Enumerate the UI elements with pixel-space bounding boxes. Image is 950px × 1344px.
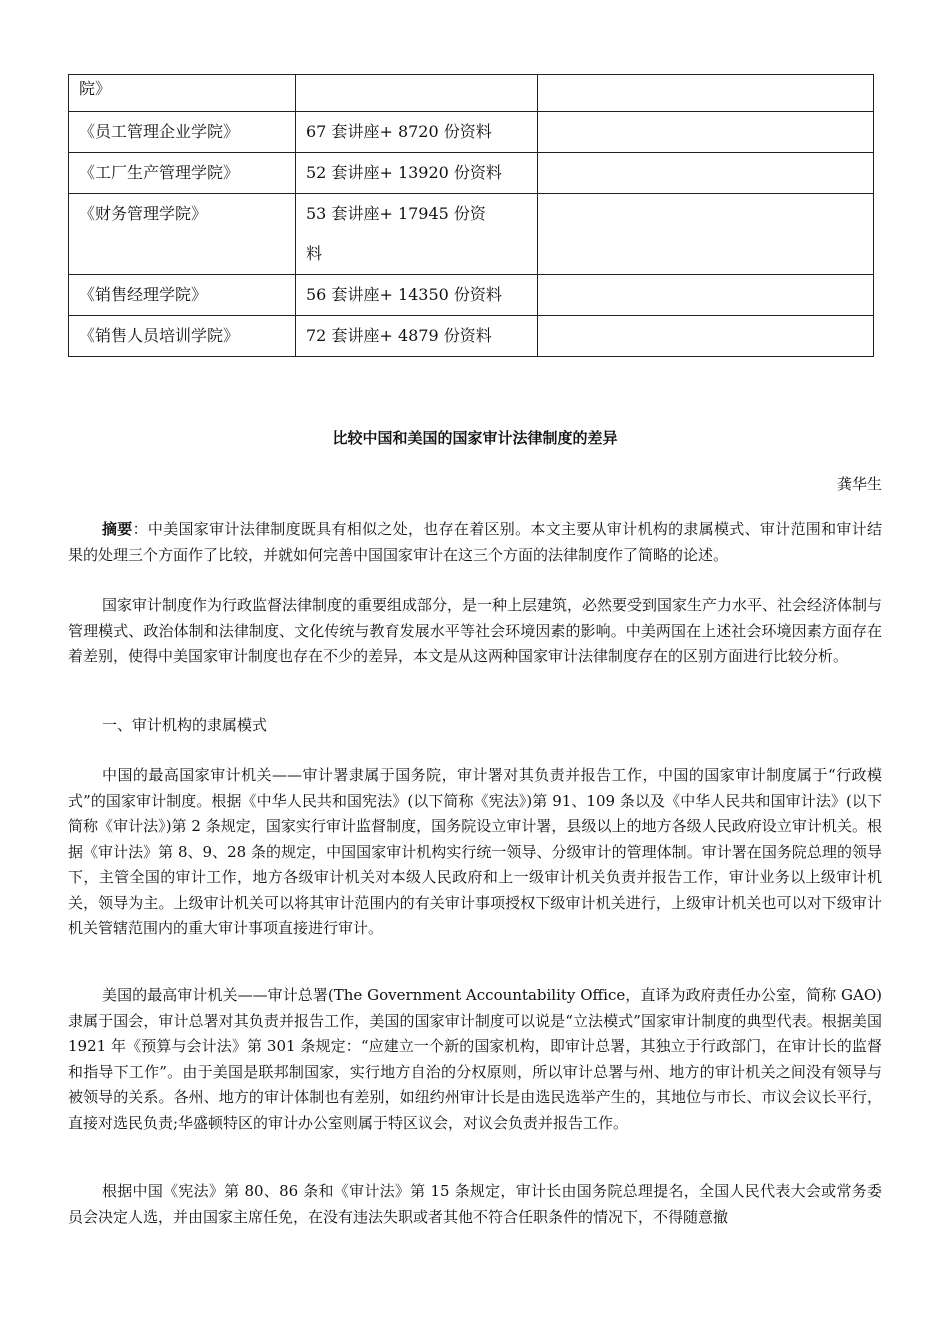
table-row (69, 194, 874, 275)
table-cell-name: 《工厂生产管理学院》 (69, 153, 296, 194)
table-cell-extra (538, 316, 874, 357)
table-cell-extra (538, 75, 874, 112)
article-title: 比较中国和美国的国家审计法律制度的差异 (332, 429, 618, 447)
table-cell-extra (538, 275, 874, 316)
table-cell-content: 56 套讲座+ 14350 份资料 (296, 275, 538, 316)
table-cell-content (296, 75, 538, 112)
paragraph-us-audit: 美国的最高审计机关——审计总署(The Government Accountability Office，直译为政府责任办公室，简称 GAO)隶属于国会，审计总署对其负责并报告工作，美国的国家审计制度可以说是“立法模式”国家审计制度的典型代表。根据美国 1921 年《预算与会计法》第 301 条规定：“应建立一个新的国家机构，即审计总署，其独立于行政部门，在审计长的监督和指导下工作”。由于美国是联邦制国家，实行地方自治的分权原则，所以审计总署与州、地方的审计机关之间没有领导与被领导的关系。各州、地方的审计体制也有差别，如纽约州审计长是由选民选举产生的，其地位与市长、市议会议长平行，直接对选民负责;华盛顿特区的审计办公室则属于特区议会，对议会负责并报告工作。 (68, 986, 882, 1132)
table-cell-name: 院》 (69, 75, 296, 112)
article-author: 龚华生 (836, 475, 882, 493)
table-cell-content-line2: 料 (306, 244, 323, 263)
table-cell-name: 《员工管理企业学院》 (69, 112, 296, 153)
paragraph-china-audit: 中国的最高国家审计机关——审计署隶属于国务院，审计署对其负责并报告工作，中国的国家审计制度属于“行政模式”的国家审计制度。根据《中华人民共和国宪法》(以下简称《宪法》)第 91、109 条以及《中华人民共和国审计法》(以下简称《审计法》)第 2 条规定，国家实行审计监督制度，国务院设立审计署，县级以上的地方各级人民政府设立审计机关。根据《审计法》第 8、9、28 条的规定，中国国家审计机构实行统一领导、分级审计的管理体制。审计署在国务院总理的领导下，主管全国的审计工作，地方各级审计机关对本级人民政府和上一级审计机关负责并报告工作，审计业务以上级审计机关，领导为主。上级审计机关可以将其审计范围内的有关审计事项授权下级审计机关进行，上级审计机关也可以对下级审计机关管辖范围内的重大审计事项直接进行审计。 (68, 766, 882, 937)
table-row (69, 75, 874, 112)
table-row (69, 316, 874, 357)
abstract-paragraph (68, 517, 882, 568)
paragraph-intro: 国家审计制度作为行政监督法律制度的重要组成部分，是一种上层建筑，必然要受到国家生产力水平、社会经济体制与管理模式、政治体制和法律制度、文化传统与教育发展水平等社会环境因素的影响。中美两国在上述社会环境因素方面存在着差别，使得中美国家审计制度也存在不少的差异，本文是从这两种国家审计法律制度存在的区别方面进行比较分析。 (68, 596, 883, 665)
table-cell-extra (538, 112, 874, 153)
section-heading: 一、审计机构的隶属模式 (102, 716, 268, 734)
table-cell-extra (538, 194, 874, 275)
table-cell-name: 《销售经理学院》 (69, 275, 296, 316)
table-cell-name (69, 194, 296, 275)
table-cell-content: 72 套讲座+ 4879 份资料 (296, 316, 538, 357)
table-row (69, 112, 874, 153)
paragraph-appointment: 根据中国《宪法》第 80、86 条和《审计法》第 15 条规定，审计长由国务院总理提名，全国人民代表大会或常务委员会决定人选，并由国家主席任免，在没有违法失职或者其他不符合任职条件的情况下，不得随意撤 (68, 1182, 882, 1226)
table-cell-content: 67 套讲座+ 8720 份资料 (296, 112, 538, 153)
table-cell-name-text: 《财务管理学院》 (79, 204, 208, 223)
table-cell-extra (538, 153, 874, 194)
table-row (69, 275, 874, 316)
table-cell-content-line1: 53 套讲座+ 17945 份资 (306, 204, 486, 223)
table-cell-content: 52 套讲座+ 13920 份资料 (296, 153, 538, 194)
abstract-label: 摘要 (102, 520, 133, 538)
course-catalog-table (68, 74, 874, 357)
table-cell-name: 《销售人员培训学院》 (69, 316, 296, 357)
table-row (69, 153, 874, 194)
abstract-text: ：中美国家审计法律制度既具有相似之处，也存在着区别。本文主要从审计机构的隶属模式、审计范围和审计结果的处理三个方面作了比较，并就如何完善中国国家审计在这三个方面的法律制度作了简略的论述。 (68, 520, 882, 564)
table-cell-content (296, 194, 538, 275)
